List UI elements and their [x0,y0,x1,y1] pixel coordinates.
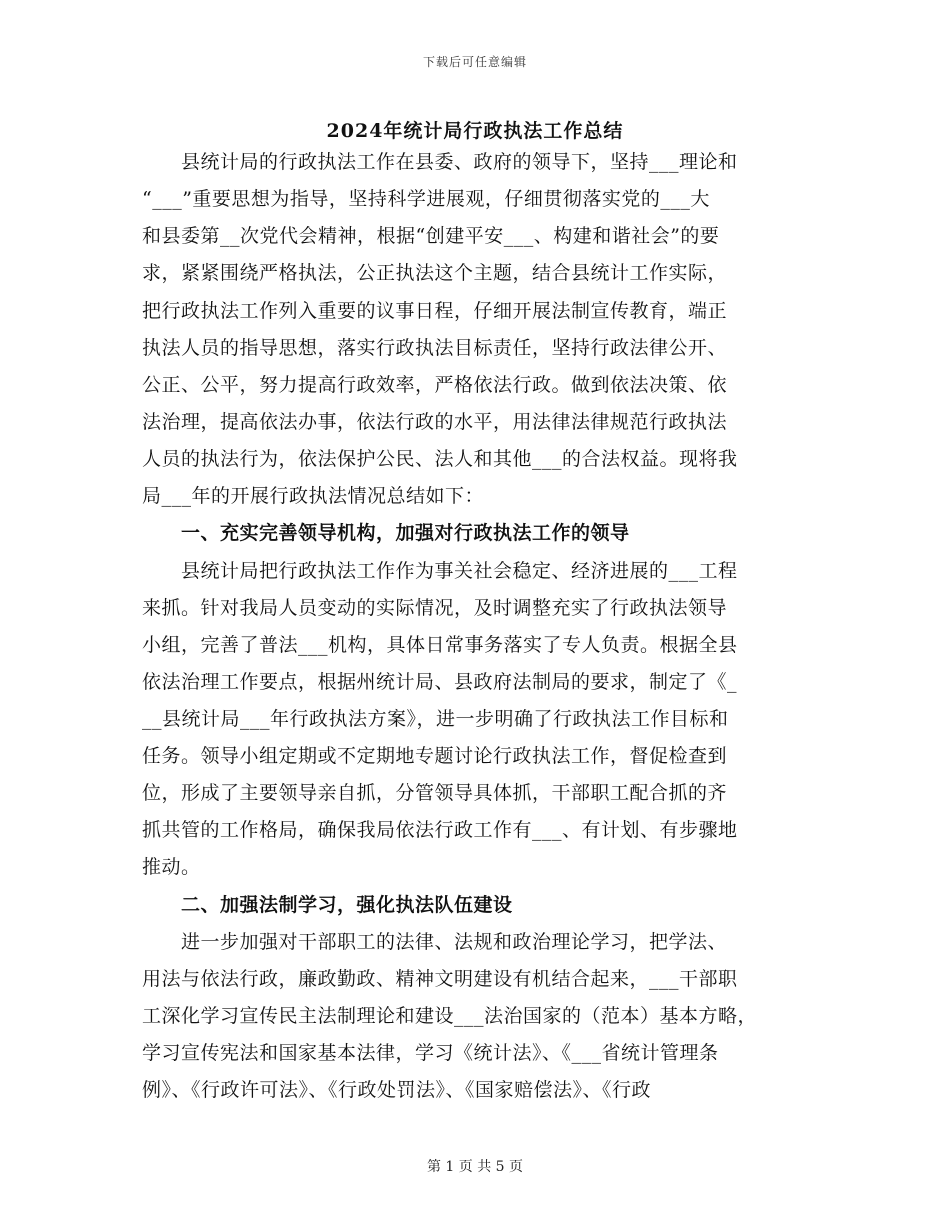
body-line: 推动。 [142,856,201,878]
body-line: 和县委第__次党代会精神，根据“创建平安___、构建和谐社会”的要 [142,225,720,247]
document-title: 2024年统计局行政执法工作总结 [326,120,624,142]
body-line: 小组，完善了普法___机构，具体日常事务落实了专人负责。根据全县 [142,634,738,656]
body-line: 依法治理工作要点，根据州统计局、县政府法制局的要求，制定了《_ [142,671,738,693]
body-line: 县统计局把行政执法工作作为事关社会稳定、经济进展的___工程 [142,560,738,582]
body-line: 工深化学习宣传民主法制理论和建设___法治国家的（范本）基本方略， [142,1005,758,1027]
body-line: 来抓。针对我局人员变动的实际情况，及时调整充实了行政执法领导 [142,597,728,619]
body-line: 任务。领导小组定期或不定期地专题讨论行政执法工作，督促检查到 [142,745,728,767]
body-line: 公正、公平，努力提高行政效率，严格依法行政。做到依法决策、依 [142,374,728,396]
page-number-footer: 第 1 页 共 5 页 [426,1159,524,1175]
body-line: __县统计局___年行政执法方案》，进一步明确了行政执法工作目标和 [142,708,729,730]
body-line: 抓共管的工作格局，确保我局依法行政工作有___、有计划、有步骤地 [142,819,738,841]
body-line: 执法人员的指导思想，落实行政执法目标责任，坚持行政法律公开、 [142,337,728,359]
body-line: 把行政执法工作列入重要的议事日程，仔细开展法制宣传教育，端正 [142,300,728,322]
body-line: 进一步加强对干部职工的法律、法规和政治理论学习，把学法、 [142,931,728,953]
body-line: 用法与依法行政，廉政勤政、精神文明建设有机结合起来，___干部职 [142,968,738,990]
body-line: 位，形成了主要领导亲自抓，分管领导具体抓，干部职工配合抓的齐 [142,782,728,804]
section-heading: 一、充实完善领导机构，加强对行政执法工作的领导 [142,522,630,544]
body-line: 人员的执法行为，依法保护公民、法人和其他___的合法权益。现将我 [142,448,738,470]
body-line: 学习宣传宪法和国家基本法律，学习《统计法》、《___省统计管理条 [142,1042,719,1064]
body-line: 法治理，提高依法办事，依法行政的水平，用法律法律规范行政执法 [142,411,728,433]
body-line: 县统计局的行政执法工作在县委、政府的领导下，坚持___理论和 [142,151,738,173]
body-line: 求，紧紧围绕严格执法，公正执法这个主题，结合县统计工作实际， [142,262,728,284]
body-line: “___”重要思想为指导，坚持科学进展观，仔细贯彻落实党的___大 [142,188,710,210]
body-line: 例》、《行政许可法》、《行政处罚法》、《国家赔偿法》、《行政 [142,1079,652,1101]
header-note: 下载后可任意编辑 [422,55,527,69]
section-heading: 二、加强法制学习，强化执法队伍建设 [142,894,513,916]
body-line: 局___年的开展行政执法情况总结如下： [142,485,485,507]
